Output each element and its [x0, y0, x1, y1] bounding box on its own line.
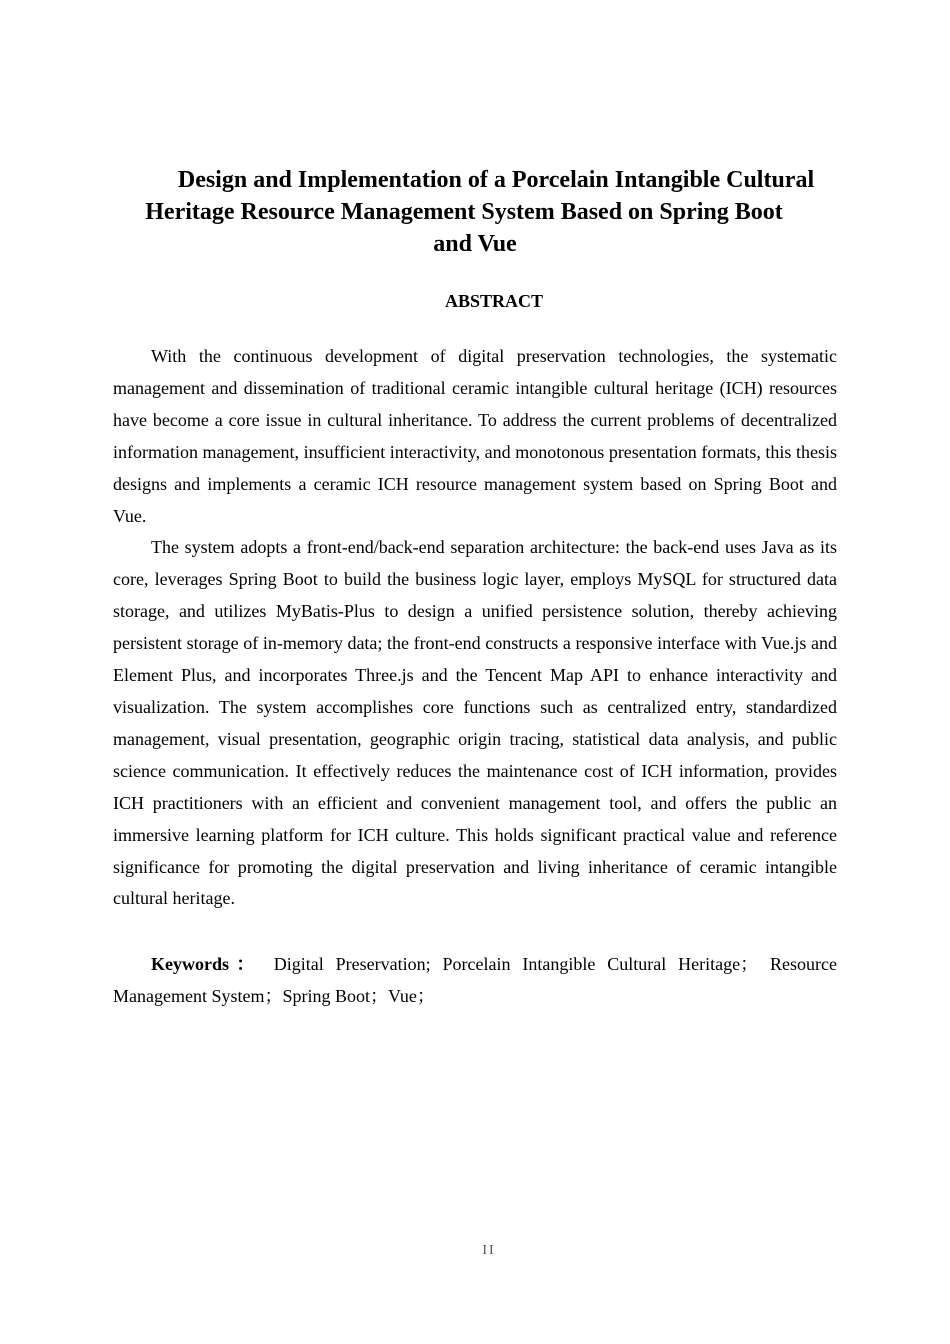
abstract-paragraph-1: With the continuous development of digital preservation technologies, the systematic management and dissemination of traditional ceramic intangible cultural heritage (ICH) resources have become a core issue in cultural inheritance. To address the current problems of decentralized information management, insufficient interactivity, and monotonous presentation formats, this thesis designs and implements a ceramic ICH resource management system based on Spring Boot and Vue. [113, 346, 837, 526]
paper-title [113, 164, 837, 260]
abstract-body [113, 341, 837, 915]
abstract-heading: ABSTRACT [444, 291, 544, 311]
title-line-1: Design and Implementation of a Porcelain Intangible Cultural [177, 167, 815, 193]
keywords-section [113, 949, 837, 1012]
title-line-3: and Vue [433, 231, 517, 257]
abstract-paragraph-2: The system adopts a front-end/back-end separation architecture: the back-end uses Java as its core, leverages Spring Boot to build the business logic layer, employs MySQL for structured data storage, and utilizes MyBatis-Plus to design a unified persistence solution, thereby achieving persistent storage of in-memory data; the front-end constructs a responsive interface with Vue.js and Element Plus, and incorporates Three.js and the Tencent Map API to enhance interactivity and visualization. The system accomplishes core functions such as centralized entry, standardized management, visual presentation, geographic origin tracing, statistical data analysis, and public science communication. It effectively reduces the maintenance cost of ICH information, provides ICH practitioners with an efficient and convenient management tool, and offers the public an immersive learning platform for ICH culture. This holds significant practical value and reference significance for promoting the digital preservation and living inheritance of ceramic intangible cultural heritage. [113, 537, 837, 909]
keywords-label: Keywords： [151, 954, 262, 974]
title-line-2: Heritage Resource Management System Based on Spring Boot [145, 199, 783, 225]
keywords-text: Digital Preservation; Porcelain Intangible Cultural Heritage； Resource Management System；Spring Boot；Vue； [113, 954, 837, 1006]
page-number: II [482, 1243, 496, 1258]
